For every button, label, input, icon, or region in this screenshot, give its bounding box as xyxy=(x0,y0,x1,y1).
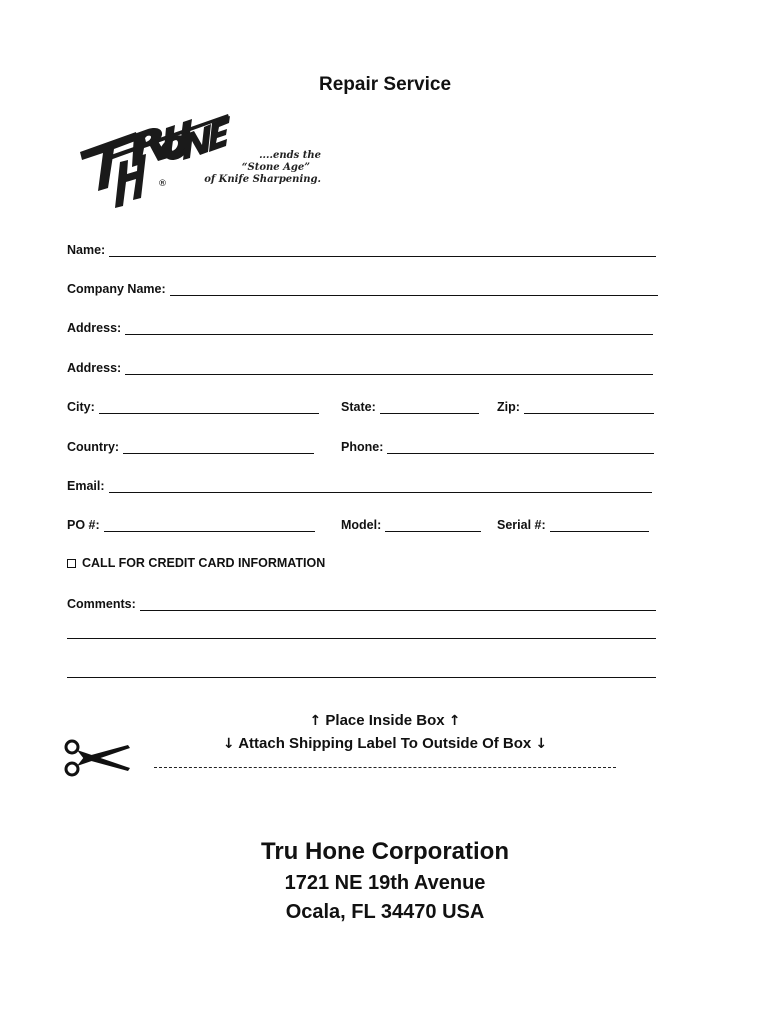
zip-label: Zip: xyxy=(497,400,520,414)
logo-tagline xyxy=(186,150,321,186)
address2-label: Address: xyxy=(67,361,122,375)
credit-card-label: CALL FOR CREDIT CARD INFORMATION xyxy=(82,556,326,570)
cut-line xyxy=(154,767,616,768)
country-label: Country: xyxy=(67,440,120,454)
country-line[interactable] xyxy=(123,441,314,454)
company-street: 1721 NE 19th Avenue xyxy=(284,872,486,894)
down-arrow-icon: ↓ xyxy=(535,736,548,752)
serial-field[interactable] xyxy=(497,516,649,532)
name-field[interactable] xyxy=(67,241,656,257)
address1-row xyxy=(67,319,653,337)
email-line[interactable] xyxy=(109,480,652,493)
company-label: Company Name: xyxy=(67,282,166,296)
up-arrow-icon: ↑ xyxy=(309,713,322,729)
model-line[interactable] xyxy=(385,519,481,532)
address2-field[interactable] xyxy=(67,359,653,375)
company-line[interactable] xyxy=(170,283,658,296)
place-inside-box-instruction xyxy=(0,712,770,729)
registered-mark: ® xyxy=(158,179,167,189)
po-line[interactable] xyxy=(104,519,315,532)
po-field[interactable] xyxy=(67,516,315,532)
company-city: Ocala, FL 34470 USA xyxy=(285,901,485,923)
country-field[interactable] xyxy=(67,438,314,454)
company-field[interactable] xyxy=(67,280,658,296)
city-field[interactable] xyxy=(67,398,319,414)
place-inside-box-text: Place Inside Box xyxy=(325,712,445,729)
state-label: State: xyxy=(341,400,376,414)
address1-label: Address: xyxy=(67,321,122,335)
state-field[interactable] xyxy=(341,398,479,414)
city-label: City: xyxy=(67,400,95,414)
serial-label: Serial #: xyxy=(497,518,546,532)
address2-line[interactable] xyxy=(125,362,653,375)
zip-line[interactable] xyxy=(524,401,654,414)
city-line[interactable] xyxy=(99,401,319,414)
comments-line[interactable] xyxy=(140,598,656,611)
po-label: PO #: xyxy=(67,518,100,532)
address2-row xyxy=(67,359,653,377)
po-model-serial-row xyxy=(67,516,657,534)
email-label: Email: xyxy=(67,479,105,493)
email-row xyxy=(67,477,652,495)
comments-label: Comments: xyxy=(67,597,136,611)
name-label: Name: xyxy=(67,243,106,257)
shipping-label-text: Attach Shipping Label To Outside Of Box xyxy=(238,735,532,752)
tru-hone-logo xyxy=(78,112,321,212)
address1-line[interactable] xyxy=(125,322,653,335)
model-label: Model: xyxy=(341,518,382,532)
comments-extra-line-2[interactable] xyxy=(67,677,656,678)
comments-field[interactable] xyxy=(67,595,656,611)
phone-field[interactable] xyxy=(341,438,654,454)
tagline-line-1: ....ends the xyxy=(259,150,321,161)
scissors-icon xyxy=(62,738,134,780)
tagline-line-3: of Knife Sharpening. xyxy=(204,174,321,185)
name-row xyxy=(67,241,656,259)
email-field[interactable] xyxy=(67,477,652,493)
state-line[interactable] xyxy=(380,401,479,414)
page-title: Repair Service xyxy=(318,74,452,95)
comments-row xyxy=(67,595,656,613)
tagline-line-2: “Stone Age” xyxy=(241,162,310,173)
down-arrow-icon: ↓ xyxy=(222,736,235,752)
credit-card-option xyxy=(67,556,325,570)
city-state-zip-row xyxy=(67,398,657,416)
serial-line[interactable] xyxy=(550,519,649,532)
name-line[interactable] xyxy=(109,244,656,257)
zip-field[interactable] xyxy=(497,398,654,414)
address1-field[interactable] xyxy=(67,319,653,335)
comments-extra-line-1[interactable] xyxy=(67,638,656,639)
company-name: Tru Hone Corporation xyxy=(261,838,509,865)
phone-line[interactable] xyxy=(387,441,654,454)
credit-card-checkbox[interactable] xyxy=(67,559,76,568)
model-field[interactable] xyxy=(341,516,481,532)
up-arrow-icon: ↑ xyxy=(448,713,461,729)
phone-label: Phone: xyxy=(341,440,384,454)
company-row xyxy=(67,280,658,298)
country-phone-row xyxy=(67,438,657,456)
